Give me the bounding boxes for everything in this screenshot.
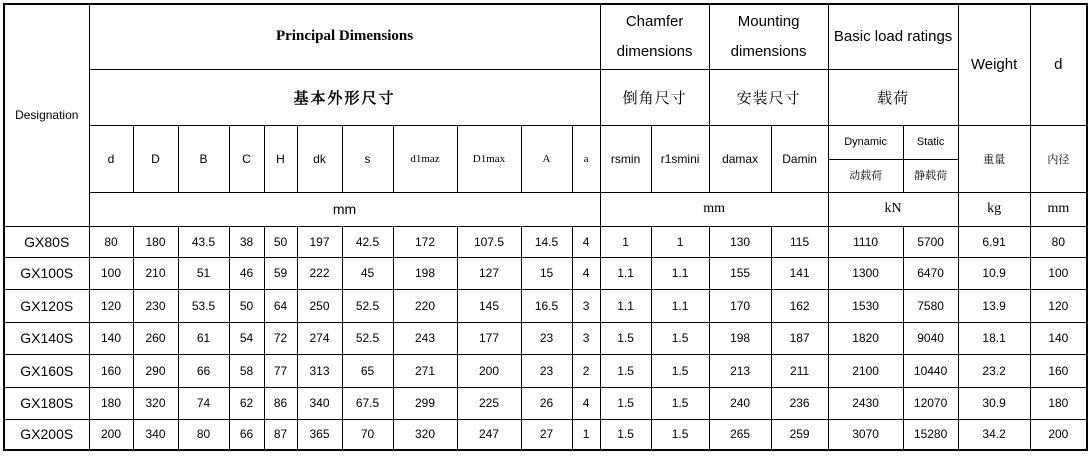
col-header-rsmin: rsmin [600, 125, 651, 192]
value-cell: 1110 [828, 226, 903, 257]
col-header-H: H [264, 125, 297, 192]
value-cell: 222 [297, 257, 342, 289]
value-cell: 26 [521, 387, 572, 419]
value-cell: 155 [709, 257, 771, 289]
value-cell: 200 [89, 419, 133, 450]
col-header-dk: dk [297, 125, 342, 192]
value-cell: 13.9 [958, 289, 1030, 322]
designation-cell: GX180S [4, 387, 89, 419]
value-cell: 50 [264, 226, 297, 257]
value-cell: 64 [264, 289, 297, 322]
value-cell: 1300 [828, 257, 903, 289]
value-cell: 15280 [903, 419, 958, 450]
dynamic-label: Dynamic [829, 126, 903, 160]
value-cell: 5700 [903, 226, 958, 257]
value-cell: 340 [297, 387, 342, 419]
mounting-dimensions-header: Mounting dimensions [709, 4, 828, 69]
value-cell: 66 [178, 354, 229, 387]
value-cell: 1.1 [651, 257, 709, 289]
col-header-A: A [521, 125, 572, 192]
col-header-static [903, 125, 958, 192]
header-row-english [4, 4, 1087, 69]
value-cell: 2100 [828, 354, 903, 387]
table-row [4, 419, 1087, 450]
value-cell: 180 [133, 226, 178, 257]
static-label: Static [904, 126, 958, 160]
designation-cell: GX80S [4, 226, 89, 257]
value-cell: 10.9 [958, 257, 1030, 289]
value-cell: 1.1 [600, 257, 651, 289]
value-cell: 80 [178, 419, 229, 450]
value-cell: 30.9 [958, 387, 1030, 419]
value-cell: 4 [572, 226, 600, 257]
value-cell: 4 [572, 257, 600, 289]
value-cell: 67.5 [342, 387, 393, 419]
col-header-r1smini: r1smini [651, 125, 709, 192]
value-cell: 77 [264, 354, 297, 387]
value-cell: 72 [264, 322, 297, 354]
value-cell: 70 [342, 419, 393, 450]
value-cell: 259 [771, 419, 828, 450]
value-cell: 236 [771, 387, 828, 419]
value-cell: 145 [457, 289, 521, 322]
designation-cell: GX140S [4, 322, 89, 354]
value-cell: 52.5 [342, 289, 393, 322]
d-main-header: d [1030, 4, 1087, 125]
value-cell: 210 [133, 257, 178, 289]
value-cell: 23 [521, 322, 572, 354]
value-cell: 7580 [903, 289, 958, 322]
mounting-dimensions-cn-header: 安装尺寸 [709, 69, 828, 125]
value-cell: 1 [572, 419, 600, 450]
col-header-D1max: D1max [457, 125, 521, 192]
value-cell: 200 [1030, 419, 1087, 450]
value-cell: 4 [572, 387, 600, 419]
value-cell: 1.5 [600, 322, 651, 354]
value-cell: 180 [1030, 387, 1087, 419]
designation-cell: GX200S [4, 419, 89, 450]
value-cell: 120 [89, 289, 133, 322]
value-cell: 1.5 [651, 354, 709, 387]
value-cell: 230 [133, 289, 178, 322]
value-cell: 107.5 [457, 226, 521, 257]
value-cell: 38 [229, 226, 264, 257]
value-cell: 340 [133, 419, 178, 450]
value-cell: 140 [89, 322, 133, 354]
value-cell: 6470 [903, 257, 958, 289]
principal-dimensions-cn-header: 基本外形尺寸 [89, 69, 600, 125]
value-cell: 12070 [903, 387, 958, 419]
dynamic-cn-label: 动载荷 [849, 168, 883, 182]
designation-header: Designation [4, 4, 89, 226]
value-cell: 240 [709, 387, 771, 419]
value-cell: 59 [264, 257, 297, 289]
col-header-damax: damax [709, 125, 771, 192]
value-cell: 100 [1030, 257, 1087, 289]
value-cell: 45 [342, 257, 393, 289]
value-cell: 225 [457, 387, 521, 419]
value-cell: 115 [771, 226, 828, 257]
col-header-s: s [342, 125, 393, 192]
basic-load-ratings-header: Basic load ratings [828, 4, 958, 69]
value-cell: 3 [572, 322, 600, 354]
value-cell: 43.5 [178, 226, 229, 257]
value-cell: 180 [89, 387, 133, 419]
value-cell: 86 [264, 387, 297, 419]
value-cell: 50 [229, 289, 264, 322]
value-cell: 198 [709, 322, 771, 354]
value-cell: 52.5 [342, 322, 393, 354]
unit-d: mm [1030, 192, 1087, 226]
value-cell: 62 [229, 387, 264, 419]
value-cell: 1.1 [651, 289, 709, 322]
value-cell: 1.5 [600, 354, 651, 387]
value-cell: 365 [297, 419, 342, 450]
value-cell: 3 [572, 289, 600, 322]
value-cell: 120 [1030, 289, 1087, 322]
col-header-a: a [572, 125, 600, 192]
chamfer-dimensions-cn-header: 倒角尺寸 [600, 69, 709, 125]
value-cell: 162 [771, 289, 828, 322]
value-cell: 100 [89, 257, 133, 289]
value-cell: 160 [1030, 354, 1087, 387]
value-cell: 320 [133, 387, 178, 419]
value-cell: 290 [133, 354, 178, 387]
value-cell: 130 [709, 226, 771, 257]
value-cell: 23 [521, 354, 572, 387]
col-header-dynamic [828, 125, 903, 192]
value-cell: 1530 [828, 289, 903, 322]
value-cell: 1.5 [651, 322, 709, 354]
value-cell: 58 [229, 354, 264, 387]
value-cell: 87 [264, 419, 297, 450]
value-cell: 2430 [828, 387, 903, 419]
value-cell: 1.1 [600, 289, 651, 322]
value-cell: 80 [89, 226, 133, 257]
value-cell: 265 [709, 419, 771, 450]
value-cell: 23.2 [958, 354, 1030, 387]
header-row-symbols [4, 125, 1087, 192]
header-row-chinese [4, 69, 1087, 125]
value-cell: 2 [572, 354, 600, 387]
value-cell: 220 [393, 289, 457, 322]
value-cell: 141 [771, 257, 828, 289]
value-cell: 172 [393, 226, 457, 257]
unit-load: kN [828, 192, 958, 226]
col-header-weight-cn: 重量 [958, 125, 1030, 192]
value-cell: 1.5 [600, 419, 651, 450]
value-cell: 320 [393, 419, 457, 450]
designation-cell: GX100S [4, 257, 89, 289]
table-row [4, 354, 1087, 387]
value-cell: 260 [133, 322, 178, 354]
value-cell: 51 [178, 257, 229, 289]
col-header-B: B [178, 125, 229, 192]
value-cell: 271 [393, 354, 457, 387]
value-cell: 250 [297, 289, 342, 322]
table-row [4, 226, 1087, 257]
value-cell: 198 [393, 257, 457, 289]
value-cell: 170 [709, 289, 771, 322]
value-cell: 140 [1030, 322, 1087, 354]
value-cell: 61 [178, 322, 229, 354]
table-row [4, 387, 1087, 419]
value-cell: 46 [229, 257, 264, 289]
unit-weight: kg [958, 192, 1030, 226]
table-row [4, 257, 1087, 289]
unit-chamfer-mounting: mm [600, 192, 828, 226]
value-cell: 3070 [828, 419, 903, 450]
value-cell: 274 [297, 322, 342, 354]
value-cell: 16.5 [521, 289, 572, 322]
col-header-d1maz: d1maz [393, 125, 457, 192]
value-cell: 1.5 [651, 419, 709, 450]
data-body [4, 226, 1087, 450]
value-cell: 187 [771, 322, 828, 354]
value-cell: 197 [297, 226, 342, 257]
value-cell: 1 [651, 226, 709, 257]
weight-header: Weight [958, 4, 1030, 125]
value-cell: 1.5 [651, 387, 709, 419]
value-cell: 247 [457, 419, 521, 450]
col-header-d: d [89, 125, 133, 192]
header-row-units [4, 192, 1087, 226]
value-cell: 211 [771, 354, 828, 387]
value-cell: 213 [709, 354, 771, 387]
value-cell: 160 [89, 354, 133, 387]
col-header-C: C [229, 125, 264, 192]
value-cell: 66 [229, 419, 264, 450]
unit-principal: mm [89, 192, 600, 226]
value-cell: 10440 [903, 354, 958, 387]
col-header-D: D [133, 125, 178, 192]
value-cell: 127 [457, 257, 521, 289]
value-cell: 54 [229, 322, 264, 354]
table-row [4, 322, 1087, 354]
value-cell: 1 [600, 226, 651, 257]
value-cell: 6.91 [958, 226, 1030, 257]
value-cell: 18.1 [958, 322, 1030, 354]
designation-cell: GX120S [4, 289, 89, 322]
value-cell: 1820 [828, 322, 903, 354]
bearing-spec-table [3, 3, 1088, 451]
value-cell: 200 [457, 354, 521, 387]
value-cell: 34.2 [958, 419, 1030, 450]
value-cell: 53.5 [178, 289, 229, 322]
principal-dimensions-header: Principal Dimensions [89, 4, 600, 69]
value-cell: 27 [521, 419, 572, 450]
value-cell: 177 [457, 322, 521, 354]
table-row [4, 289, 1087, 322]
value-cell: 74 [178, 387, 229, 419]
value-cell: 14.5 [521, 226, 572, 257]
value-cell: 42.5 [342, 226, 393, 257]
value-cell: 313 [297, 354, 342, 387]
designation-cell: GX160S [4, 354, 89, 387]
value-cell: 9040 [903, 322, 958, 354]
value-cell: 299 [393, 387, 457, 419]
col-header-d-cn: 内径 [1030, 125, 1087, 192]
value-cell: 65 [342, 354, 393, 387]
spec-table-container [3, 3, 1088, 451]
chamfer-dimensions-header: Chamfer dimensions [600, 4, 709, 69]
value-cell: 243 [393, 322, 457, 354]
basic-load-ratings-cn-header: 载荷 [828, 69, 958, 125]
value-cell: 15 [521, 257, 572, 289]
value-cell: 80 [1030, 226, 1087, 257]
value-cell: 1.5 [600, 387, 651, 419]
col-header-Damin: Damin [771, 125, 828, 192]
static-cn-label: 静载荷 [914, 168, 948, 182]
